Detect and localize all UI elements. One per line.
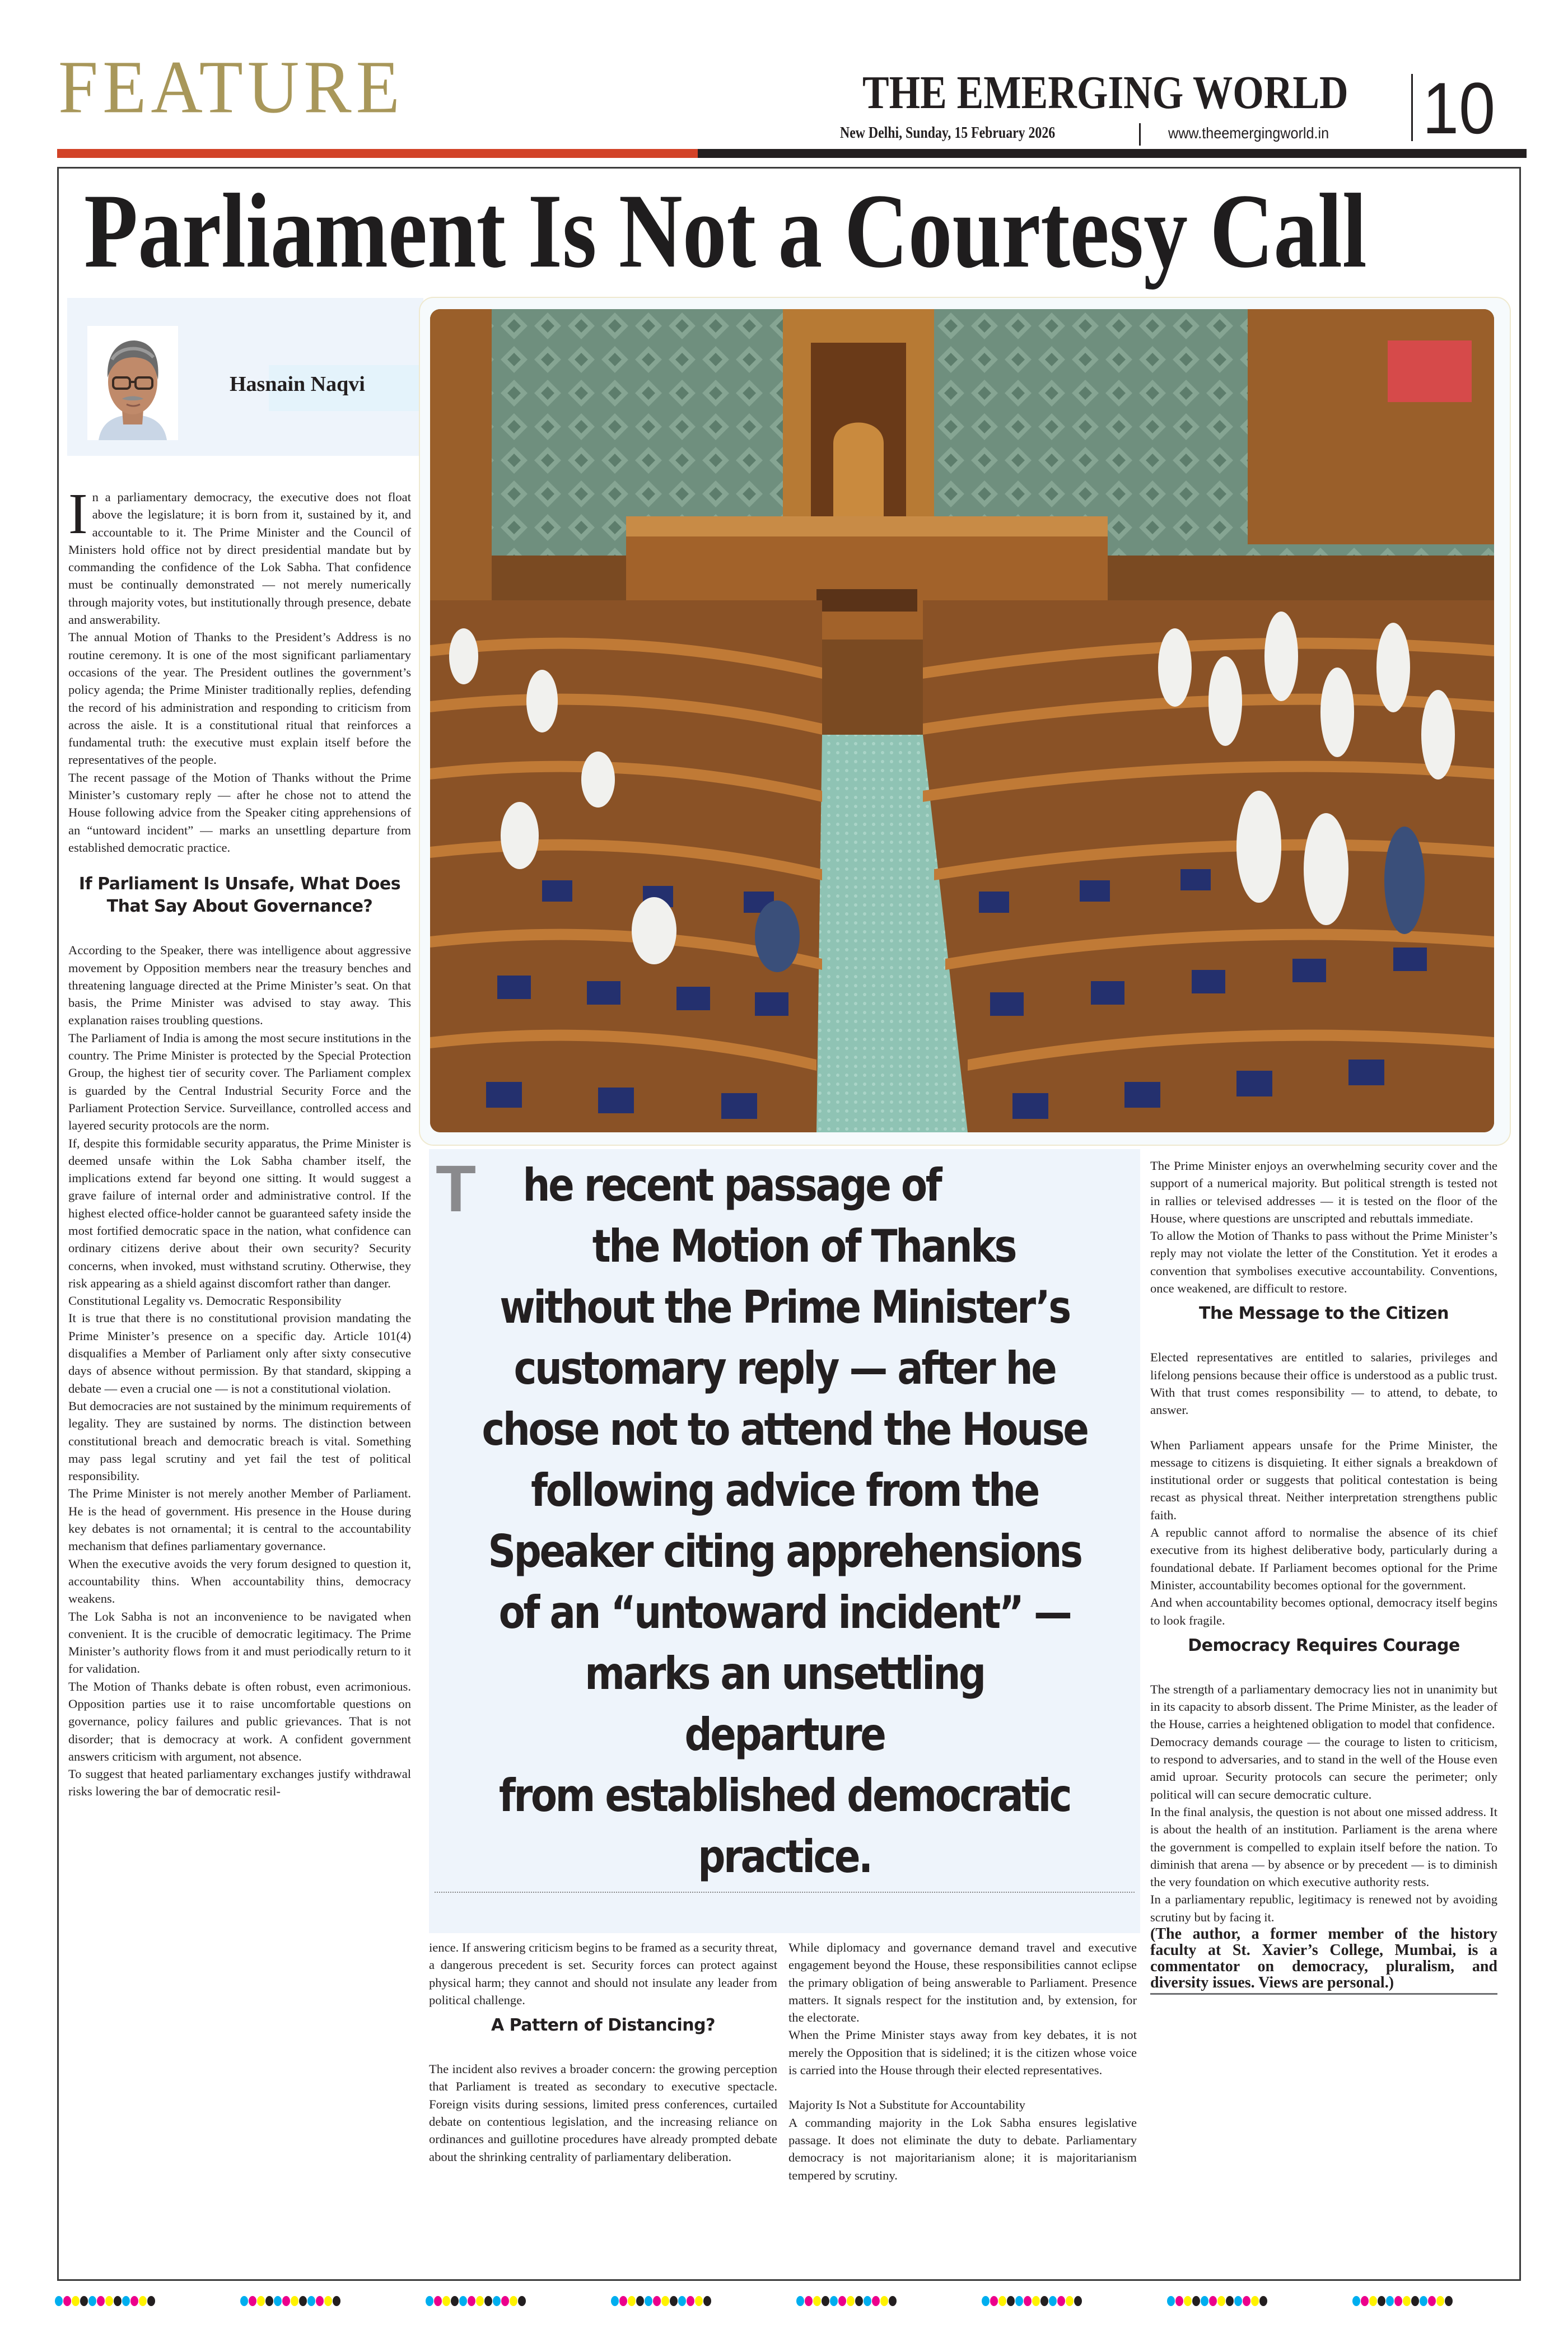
inline-subheading: Constitutional Legality vs. Democratic Responsibility: [68, 1294, 342, 1308]
registration-dot: [1259, 2296, 1267, 2306]
registration-dot: [510, 2296, 517, 2306]
registration-dot: [518, 2296, 526, 2306]
paragraph: The Motion of Thanks debate is often robust, even acrimonious. Opposition parties use it to raise uncomfortable questions on governance, policy failures and public grievances. That is not disorder; that is democracy at work. A confident government answers criticism with argument, not absence.: [68, 1679, 411, 1763]
paragraph: The recent passage of the Motion of Thanks without the Prime Minister’s customary reply — after he chose not to attend the House following advice from the Speaker citing apprehensions of an “untoward incident” — marks an unsettling departure from established democratic practice.: [68, 770, 411, 855]
paragraph: And when accountability becomes optional, democracy itself begins to look fragile.: [1150, 1595, 1497, 1627]
registration-dot: [1361, 2296, 1369, 2306]
pull-quote-line: customary reply — after he: [514, 1342, 1056, 1394]
registration-dot: [114, 2296, 122, 2306]
registration-dot: [105, 2296, 113, 2306]
website-link[interactable]: www.theemergingworld.in: [1168, 124, 1329, 142]
registration-dot: [687, 2296, 694, 2306]
registration-dot: [451, 2296, 459, 2306]
paragraph: The strength of a parliamentary democracy lies not in unanimity but in its capacity to absorb dissent. The Prime Minister, as the leader of the House, carries a heightened obligation to model that confidence.: [1150, 1682, 1497, 1732]
registration-dot: [147, 2296, 155, 2306]
registration-dot: [130, 2296, 138, 2306]
registration-dot: [291, 2296, 298, 2306]
pull-quote-text: [480, 1155, 1088, 1887]
registration-dot: [1369, 2296, 1377, 2306]
registration-dot: [139, 2296, 147, 2306]
pull-quote-line: following advice from the: [531, 1464, 1038, 1516]
paragraph: The Prime Minister enjoys an overwhelming security cover and the support of a numerical majority. But political strength is tested not in rallies or televised addresses — it is tested on the floor of the House, where questions are unscripted and rebuttals immediate.: [1150, 1159, 1497, 1225]
registration-dot: [1040, 2296, 1048, 2306]
paragraph: While diplomacy and governance demand travel and executive engagement beyond the House, these responsibilities cannot eclipse the primary obligation of being answerable to Parliament. Presence matters. It signals respect for the institution and, by extension, for the electorate.: [788, 1940, 1137, 2025]
pull-quote-rule: [435, 1892, 1135, 1893]
pull-quote-line: chose not to attend the House: [482, 1403, 1088, 1455]
paragraph: When the Prime Minister stays away from key debates, it is not merely the Opposition that is sidelined; it is the citizen whose voice is carried into the House through their elected representatives.: [788, 2028, 1137, 2078]
paragraph: The annual Motion of Thanks to the President’s Address is no routine ceremony. It is one of the most significant parliamentary occasions of the year. The President outlines the government’s policy agenda; the Prime Minister traditionally replies, defending the record of his administration and responding to criticism from across the aisle. It is a constitutional ritual that reinforces a fundamental truth: the executive must explain itself before the representatives of the people.: [68, 630, 411, 767]
registration-dot: [670, 2296, 678, 2306]
masthead-rule-accent: [57, 149, 698, 158]
registration-dot: [282, 2296, 290, 2306]
registration-dot: [55, 2296, 63, 2306]
registration-dot: [324, 2296, 332, 2306]
pull-quote-line: from established democratic: [498, 1770, 1071, 1822]
author-photo: [87, 326, 178, 440]
dateline-divider: [1139, 123, 1141, 146]
paragraph: To allow the Motion of Thanks to pass without the Prime Minister’s reply may not violate the letter of the Constitution. Yet it erodes a convention that symbolises executive accountability. Conventions, once weakened, are difficult to restore.: [1150, 1229, 1497, 1296]
registration-dot: [257, 2296, 265, 2306]
registration-dot: [468, 2296, 475, 2306]
registration-dot: [265, 2296, 273, 2306]
registration-dot: [1049, 2296, 1057, 2306]
author-bio: (The author, a former member of the history faculty at St. Xavier’s College, Mumbai, is a commentator on democracy, pluralism, and diversity issues. Views are personal.): [1150, 1926, 1497, 1995]
pull-quote-line: practice.: [698, 1831, 871, 1883]
registration-dot: [864, 2296, 871, 2306]
registration-dot: [982, 2296, 990, 2306]
paragraph: The Lok Sabha is not an inconvenience to be navigated when convenient. It is the crucible of democratic legitimacy. The Prime Minister’s authority flows from it and must periodically return to it for validation.: [68, 1609, 411, 1676]
registration-dot: [1066, 2296, 1074, 2306]
registration-dot: [645, 2296, 652, 2306]
article-column-4: [1150, 1157, 1497, 1995]
article-column-1: [68, 482, 411, 1800]
registration-dot: [1352, 2296, 1360, 2306]
registration-dot: [872, 2296, 880, 2306]
registration-dot: [426, 2296, 433, 2306]
paragraph: Democracy demands courage — the courage to listen to criticism, to respond to adversaries, and to stand in the well of the House even amid uproar. Security protocols can secure the perimeter; only political will can secure democratic culture.: [1150, 1734, 1497, 1802]
pull-quote: [429, 1149, 1140, 1933]
article-headline: Parliament Is Not a Courtesy Call: [84, 172, 1367, 290]
registration-dot-group: [1352, 2296, 1453, 2307]
registration-dot: [299, 2296, 307, 2306]
registration-dot: [1251, 2296, 1259, 2306]
registration-dot: [1420, 2296, 1427, 2306]
paragraph: A commanding majority in the Lok Sabha ensures legislative passage. It does not eliminate the duty to debate. Parliamentary democracy is not majoritarianism alone; it is majoritarianism tempered by scrutiny.: [788, 2115, 1137, 2182]
registration-dot: [1201, 2296, 1208, 2306]
registration-dot: [636, 2296, 644, 2306]
registration-dot: [998, 2296, 1006, 2306]
registration-dot: [1074, 2296, 1082, 2306]
paragraph: Elected representatives are entitled to salaries, privileges and lifelong pensions because their office is understood as a public trust. With that trust comes responsibility — to attend, to debate, to answer.: [1150, 1350, 1497, 1417]
registration-dot-group: [426, 2296, 526, 2307]
pull-quote-line: Speaker citing apprehensions: [488, 1525, 1081, 1578]
registration-dot: [695, 2296, 703, 2306]
registration-dot: [855, 2296, 863, 2306]
registration-dot: [333, 2296, 340, 2306]
registration-dot: [611, 2296, 619, 2306]
paragraph: The Parliament of India is among the most secure institutions in the country. The Prime Minister is protected by the Special Protection Group, the highest tier of security cover. The Parliament complex is guarded by the Central Industrial Security Force and the Parliament Protection Service. Surveillance, controlled access and layered security protocols are the norm.: [68, 1030, 411, 1133]
registration-dot: [880, 2296, 888, 2306]
pull-quote-line: he recent passage of: [522, 1159, 941, 1211]
registration-dot: [97, 2296, 105, 2306]
registration-dot-group: [55, 2296, 155, 2307]
registration-dot: [653, 2296, 661, 2306]
registration-marks: [55, 2296, 1533, 2313]
registration-dot: [1175, 2296, 1183, 2306]
registration-dot: [63, 2296, 71, 2306]
registration-dot-group: [1167, 2296, 1267, 2307]
page-number-divider: [1411, 74, 1413, 141]
registration-dot: [990, 2296, 998, 2306]
registration-dot: [122, 2296, 130, 2306]
subheading: A Pattern of Distancing?: [491, 2015, 716, 2036]
registration-dot: [1445, 2296, 1453, 2306]
pull-quote-line: the Motion of Thanks: [592, 1220, 1016, 1272]
pull-quote-line: of an “untoward incident” —: [498, 1586, 1071, 1639]
paragraph: When the executive avoids the very forum designed to question it, accountability thins. When accountability thins, democracy weakens.: [68, 1556, 411, 1606]
registration-dot-group: [796, 2296, 897, 2307]
registration-dot: [484, 2296, 492, 2306]
paragraph: According to the Speaker, there was intelligence about aggressive movement by Opposition members near the treasury benches and threatening language directed at the Prime Minister’s seat. On that basis, the Prime Minister was advised to stay away. This explanation raises troubling questions.: [68, 943, 411, 1028]
registration-dot: [1217, 2296, 1225, 2306]
registration-dot: [1209, 2296, 1217, 2306]
registration-dot: [1024, 2296, 1032, 2306]
registration-dot: [1032, 2296, 1040, 2306]
registration-dot: [703, 2296, 711, 2306]
registration-dot: [813, 2296, 821, 2306]
paragraph: [68, 482, 411, 628]
registration-dot: [274, 2296, 282, 2306]
paragraph: But democracies are not sustained by the minimum requirements of legality. They are sustained by norms. The distinction between constitutional breach and democratic breach is vital. Something may pass legal scrutiny and yet fail the test of political responsibility.: [68, 1398, 411, 1483]
registration-dot: [678, 2296, 686, 2306]
paragraph: If, despite this formidable security apparatus, the Prime Minister is deemed unsafe within the Lok Sabha chamber itself, the implications extend far beyond one sitting. It would suggest a grave failure of internal order and administrative control. If the highest elected office-holder cannot be guaranteed safety inside the most fortified democratic space in the nation, what confidence can ordinary citizens derive about their own security? Security concerns, when invoked, must withstand scrutiny. Otherwise, they risk appearing as a shield against discomfort rather than danger.: [68, 1136, 411, 1290]
registration-dot: [307, 2296, 315, 2306]
subheading: The Message to the Citizen: [1198, 1304, 1449, 1324]
registration-dot: [796, 2296, 804, 2306]
spacer: [1150, 1419, 1497, 1436]
registration-dot: [889, 2296, 897, 2306]
article-column-3: [788, 1939, 1137, 2184]
subheading: If Parliament Is Unsafe, What Does That Say About Governance?: [78, 874, 401, 917]
author-byline-box: [67, 298, 423, 456]
registration-dot: [1243, 2296, 1250, 2306]
paragraph: When Parliament appears unsafe for the Prime Minister, the message to citizens is disquieting. It either signals a breakdown of institutional order or suggests that political contestation is being recast as physical threat. Neither interpretation strengthens public faith.: [1150, 1438, 1497, 1522]
registration-dot: [316, 2296, 324, 2306]
paragraph: In the final analysis, the question is not about one missed address. It is about the health of an institution. Parliament is the arena where the government is compelled to explain itself before the nation. To diminish that arena — by absence or by precedent — is to diminish the very foundation on which executive authority rests.: [1150, 1804, 1497, 1889]
registration-dot-group: [611, 2296, 711, 2307]
registration-dot: [1378, 2296, 1385, 2306]
paragraph-text: n a parliamentary democracy, the executive does not float above the legislature; it is born from it, sustained by it, and accountable to it. The Prime Minister and the Council of Ministers hold office not by direct presidential mandate but by commanding the confidence of the Lok Sabha. That confidence must be continually demonstrated — not merely numerically through majority votes, but institutionally through presence, debate and answerability.: [68, 490, 411, 627]
section-label: FEATURE: [58, 45, 404, 129]
registration-dot-group: [982, 2296, 1082, 2307]
registration-dot: [240, 2296, 248, 2306]
registration-dot: [1411, 2296, 1419, 2306]
registration-dot: [1192, 2296, 1200, 2306]
paragraph: A republic cannot afford to normalise the absence of its chief executive from its highest deliberative body, particularly during a foundational debate. If Parliament becomes optional for the Prime Minister, accountability becomes optional for the government.: [1150, 1525, 1497, 1592]
paragraph: To suggest that heated parliamentary exchanges justify withdrawal risks lowering the bar of democratic resil-: [68, 1767, 411, 1799]
registration-dot: [72, 2296, 80, 2306]
paragraph: The incident also revives a broader concern: the growing perception that Parliament is treated as secondary to executive spectacle. Foreign visits during sessions, limited press conferences, curtailed debate on contentious legislation, and the increasing reliance on ordinances and guillotine procedures have already prompted debate about the shrinking centrality of parliamentary deliberation.: [429, 2062, 777, 2164]
registration-dot: [434, 2296, 442, 2306]
paragraph: The Prime Minister is not merely another Member of Parliament. He is the head of government. His presence in the House during key debates is not ornamental; it is central to the accountability mechanism that defines parliamentary governance.: [68, 1486, 411, 1553]
registration-dot: [661, 2296, 669, 2306]
registration-dot: [838, 2296, 846, 2306]
pull-quote-dropcap: T: [436, 1152, 477, 1226]
registration-dot: [80, 2296, 88, 2306]
registration-dot: [1386, 2296, 1394, 2306]
registration-dot: [1234, 2296, 1242, 2306]
registration-dot: [1007, 2296, 1015, 2306]
registration-dot: [1167, 2296, 1175, 2306]
author-name: Hasnain Naqvi: [230, 372, 365, 396]
registration-dot: [88, 2296, 96, 2306]
registration-dot: [1394, 2296, 1402, 2306]
dateline: New Delhi, Sunday, 15 February 2026: [840, 124, 1056, 142]
registration-dot: [830, 2296, 838, 2306]
dropcap: I: [68, 482, 88, 546]
registration-dot: [1436, 2296, 1444, 2306]
registration-dot: [805, 2296, 813, 2306]
paragraph: It is true that there is no constitutional provision mandating the Prime Minister’s presence on a specific day. Article 101(4) disqualifies a Member of Parliament only after sixty consecutive days of absence without permission. By that standard, skipping a debate — even a crucial one — is not a constitutional violation.: [68, 1311, 411, 1396]
registration-dot: [847, 2296, 855, 2306]
inline-subheading: Majority Is Not a Substitute for Accountability: [788, 2098, 1025, 2112]
registration-dot: [619, 2296, 627, 2306]
paragraph: ience. If answering criticism begins to be framed as a security threat, a dangerous precedent is set. Security forces can protect against physical harm; they cannot and should not insulate any leader from political challenge.: [429, 1940, 777, 2007]
subheading: Democracy Requires Courage: [1188, 1635, 1460, 1655]
page-number: 10: [1422, 67, 1496, 149]
registration-dot: [1226, 2296, 1234, 2306]
article-column-2: [429, 1939, 777, 2166]
spacer: [788, 2079, 1137, 2096]
registration-dot: [1428, 2296, 1436, 2306]
registration-dot: [493, 2296, 501, 2306]
masthead-rule-dark: [698, 149, 1527, 158]
registration-dot: [1015, 2296, 1023, 2306]
registration-dot: [501, 2296, 509, 2306]
registration-dot: [459, 2296, 467, 2306]
registration-dot: [628, 2296, 636, 2306]
newspaper-name: THE EMERGING WORLD: [862, 67, 1348, 119]
registration-dot: [442, 2296, 450, 2306]
registration-dot: [1057, 2296, 1065, 2306]
pull-quote-line: marks an unsettling departure: [585, 1648, 984, 1761]
registration-dot: [249, 2296, 256, 2306]
registration-dot: [822, 2296, 829, 2306]
paragraph: In a parliamentary republic, legitimacy is renewed not by avoiding scrutiny but by facing it.: [1150, 1892, 1497, 1924]
registration-dot: [1184, 2296, 1192, 2306]
lok-sabha-photo: [430, 309, 1494, 1132]
pull-quote-line: without the Prime Minister’s: [500, 1281, 1070, 1333]
registration-dot: [1403, 2296, 1411, 2306]
registration-dot-group: [240, 2296, 340, 2307]
registration-dot: [476, 2296, 484, 2306]
